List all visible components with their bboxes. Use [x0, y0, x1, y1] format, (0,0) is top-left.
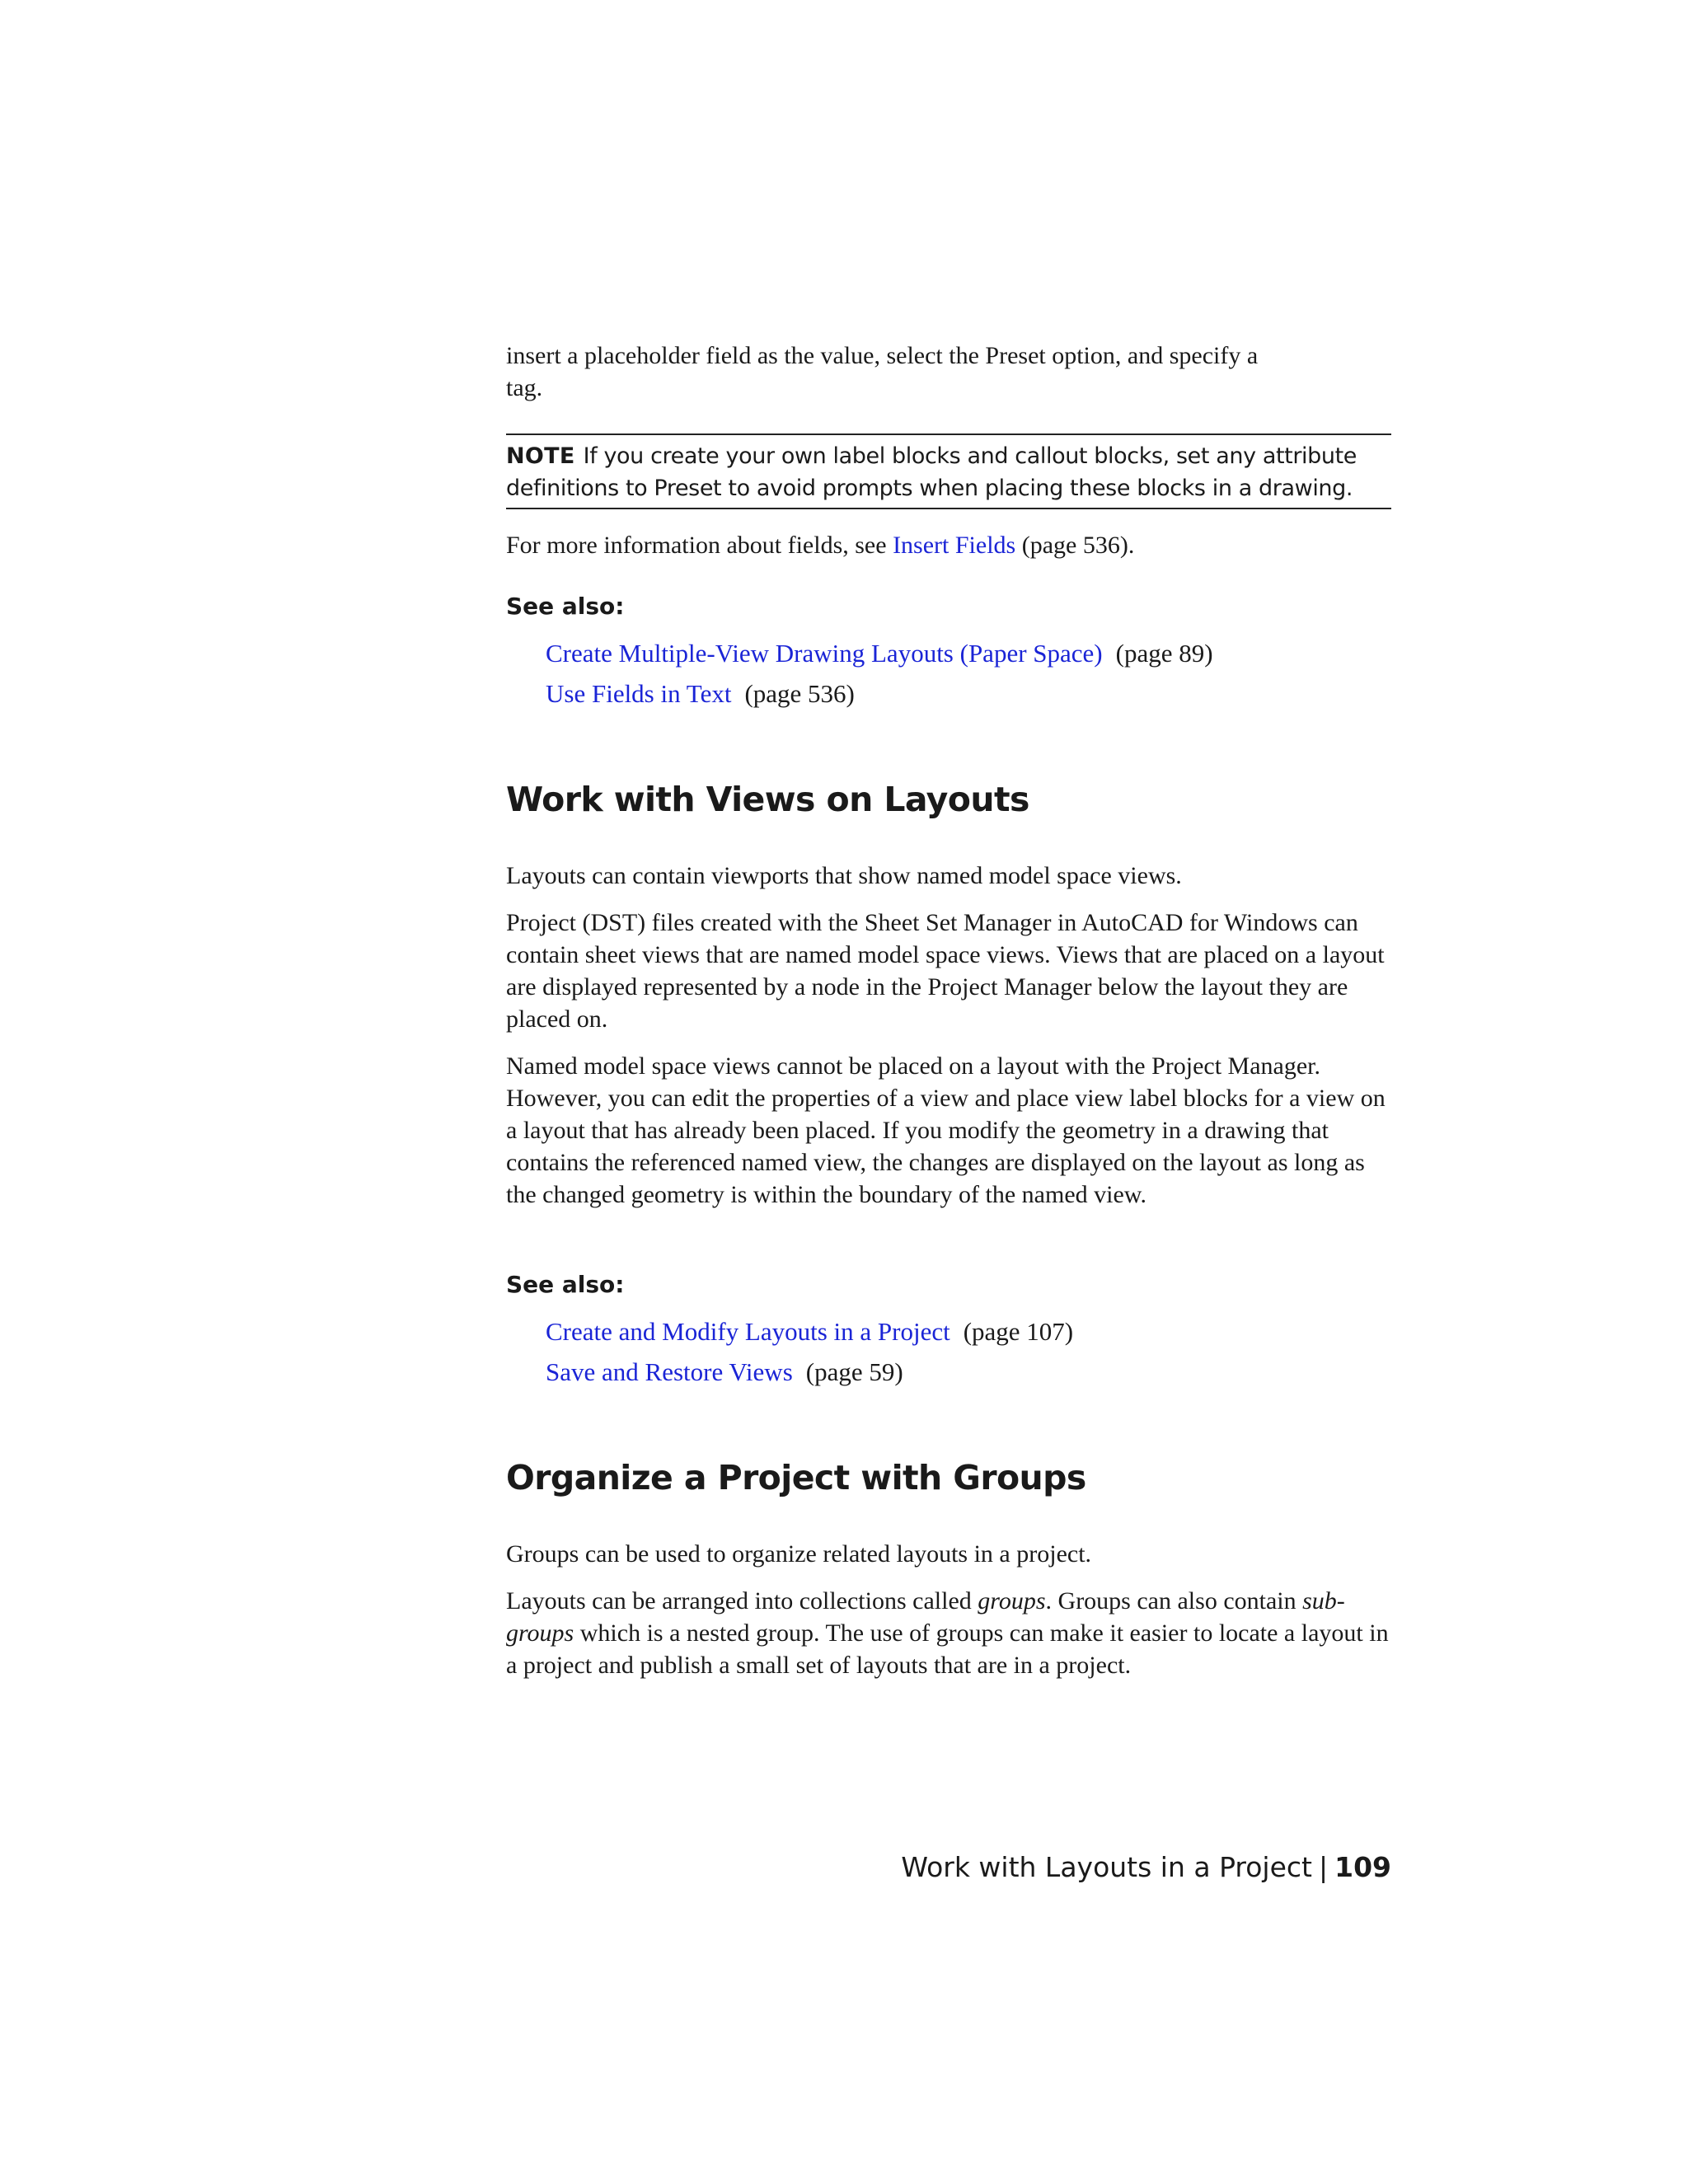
- insert-fields-link[interactable]: Insert Fields: [893, 532, 1016, 559]
- intro-line-1: insert a placeholder field as the value, select the Preset option, and specify a: [506, 342, 1259, 369]
- sub-groups-term: sub-groups: [506, 1587, 1345, 1647]
- heading-organize-groups: Organize a Project with Groups: [506, 1458, 1086, 1497]
- see-also-page-ref: (page 59): [805, 1357, 903, 1386]
- create-modify-layouts-link[interactable]: Create and Modify Layouts in a Project: [546, 1317, 950, 1346]
- see-also-item: [546, 637, 1213, 670]
- more-info-prefix: For more information about fields, see: [506, 532, 893, 559]
- heading-work-with-views: Work with Views on Layouts: [506, 780, 1029, 819]
- views-paragraph-2: Project (DST) files created with the Sheet Set Manager in AutoCAD for Windows can contain sheet views that are named model space views. Views that are placed on a layout are displayed represented by a node in the Project Manager below the layout they are placed on.: [506, 909, 1385, 1033]
- see-also-label-1: See also:: [506, 593, 625, 620]
- create-multiple-view-layouts-link[interactable]: Create Multiple-View Drawing Layouts (Paper Space): [546, 639, 1103, 668]
- page-footer: [901, 1849, 1391, 1886]
- see-also-item: [546, 677, 855, 710]
- intro-paragraph: [506, 340, 1391, 404]
- see-also-page-ref: (page 536): [744, 679, 855, 708]
- views-paragraph-3: Named model space views cannot be placed on a layout with the Project Manager. However, you can edit the properties of a view and place view label blocks for a view on a layout that has already been placed. If you modify the geometry in a drawing that contains the referenced named view, the changes are displayed on the layout as long as the changed geometry is within the boundary of the named view.: [506, 1052, 1386, 1208]
- more-info-suffix: (page 536).: [1015, 532, 1135, 559]
- page-number: 109: [1334, 1851, 1391, 1883]
- use-fields-in-text-link[interactable]: Use Fields in Text: [546, 679, 732, 708]
- save-restore-views-link[interactable]: Save and Restore Views: [546, 1357, 793, 1386]
- footer-chapter-title: Work with Layouts in a Project: [901, 1851, 1312, 1883]
- footer-separator: |: [1318, 1851, 1329, 1883]
- more-info-paragraph: [506, 529, 1391, 561]
- groups-text-c: which is a nested group. The use of groups can make it easier to locate a layout in a project and publish a small set of layouts that are in a project.: [506, 1619, 1389, 1679]
- see-also-label-2: See also:: [506, 1271, 625, 1298]
- groups-text-b: . Groups can also contain: [1045, 1587, 1303, 1615]
- document-page: [506, 0, 1391, 2184]
- groups-text-a: Layouts can be arranged into collections called: [506, 1587, 978, 1615]
- groups-term: groups: [978, 1587, 1046, 1615]
- note-text: If you create your own label blocks and callout blocks, set any attribute definitions to Preset to avoid prompts when placing these blocks in a drawing.: [506, 443, 1357, 501]
- see-also-page-ref: (page 107): [963, 1317, 1074, 1346]
- note-label: NOTE: [506, 443, 575, 469]
- see-also-item: [546, 1315, 1073, 1348]
- groups-paragraph-1: Groups can be used to organize related layouts in a project.: [506, 1540, 1092, 1568]
- views-paragraph-1: Layouts can contain viewports that show named model space views.: [506, 862, 1182, 889]
- see-also-item: [546, 1356, 903, 1389]
- note-paragraph: [506, 440, 1391, 504]
- groups-paragraph-2: [506, 1585, 1391, 1681]
- note-box: [506, 434, 1391, 509]
- see-also-page-ref: (page 89): [1115, 639, 1213, 668]
- intro-line-2: tag.: [506, 374, 543, 401]
